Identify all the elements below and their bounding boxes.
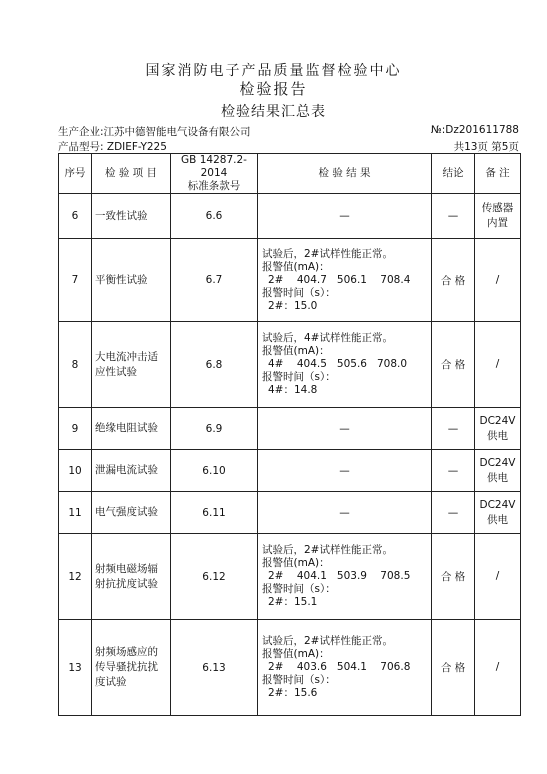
row-clause: 6.13: [171, 620, 258, 716]
header-no: 序号: [59, 154, 92, 194]
row-result: [258, 492, 432, 534]
table-row: [59, 492, 521, 534]
row-clause: 6.11: [171, 492, 258, 534]
row-number: 7: [59, 239, 92, 322]
row-conclusion: —: [432, 450, 475, 492]
result-line: 2#：15.0: [268, 299, 318, 312]
row-number: 11: [59, 492, 92, 534]
result-line: 2#：15.6: [268, 687, 318, 699]
row-item: 射频场感应的传导骚扰抗扰度试验: [92, 620, 171, 716]
table-row: [59, 408, 521, 450]
table-row: [59, 239, 521, 322]
result-line: 报警值(mA)：: [262, 557, 330, 569]
row-remark: /: [475, 534, 521, 620]
row-conclusion: —: [432, 492, 475, 534]
row-conclusion: 合 格: [432, 239, 475, 322]
result-line: 报警值(mA)：: [262, 648, 330, 660]
row-conclusion: —: [432, 408, 475, 450]
header-item: 检 验 项 目: [92, 154, 171, 194]
row-item: 一致性试验: [92, 194, 171, 239]
row-item: 射频电磁场辐射抗扰度试验: [92, 534, 171, 620]
row-result: [258, 450, 432, 492]
result-line: —: [339, 464, 350, 477]
row-item: 绝缘电阻试验: [92, 408, 171, 450]
summary-title: 检验结果汇总表: [221, 104, 326, 120]
row-item: 平衡性试验: [92, 239, 171, 322]
table-header-row: [59, 154, 521, 194]
row-number: 13: [59, 620, 92, 716]
result-line: 试验后，2#试样性能正常。: [262, 635, 393, 647]
result-line: 2#：15.1: [268, 596, 318, 608]
row-result: [258, 322, 432, 408]
row-item: 泄漏电流试验: [92, 450, 171, 492]
row-result: [258, 194, 432, 239]
result-line: 2# 403.6 504.1 706.8: [268, 661, 411, 673]
row-number: 9: [59, 408, 92, 450]
result-line: 试验后，4#试样性能正常。: [262, 332, 393, 344]
result-line: 2# 404.7 506.1 708.4: [268, 273, 411, 286]
result-line: 试验后，2#试样性能正常。: [262, 247, 393, 260]
result-line: —: [339, 210, 350, 222]
result-line: —: [339, 422, 350, 435]
row-conclusion: —: [432, 194, 475, 239]
row-number: 12: [59, 534, 92, 620]
report-number: №:Dz201611788: [430, 124, 519, 136]
row-result: [258, 239, 432, 322]
row-result: [258, 408, 432, 450]
row-number: 10: [59, 450, 92, 492]
result-line: 报警值(mA)：: [262, 345, 330, 357]
org-title: 国家消防电子产品质量监督检验中心: [145, 63, 402, 79]
header-standard-line2: 标准条款号: [187, 180, 241, 192]
row-clause: 6.9: [171, 408, 258, 450]
header-result: 检 验 结 果: [258, 154, 432, 194]
row-remark: DC24V供电: [475, 492, 521, 534]
table-row: [59, 322, 521, 408]
row-clause: 6.8: [171, 322, 258, 408]
result-line: 报警时间（s）：: [262, 371, 336, 383]
result-line: 4# 404.5 505.6 708.0: [268, 358, 408, 370]
table-row: [59, 450, 521, 492]
header-conclusion: 结论: [432, 154, 475, 194]
row-clause: 6.12: [171, 534, 258, 620]
table-row: [59, 194, 521, 239]
result-line: 4#：14.8: [268, 384, 318, 396]
manufacturer: 生产企业:江苏中德智能电气设备有限公司: [58, 126, 251, 138]
row-remark: DC24V供电: [475, 408, 521, 450]
result-line: —: [339, 506, 350, 519]
product-model: 产品型号: ZDIEF-Y225: [58, 141, 167, 153]
row-item: 电气强度试验: [92, 492, 171, 534]
result-line: 报警时间（s）：: [262, 583, 336, 595]
table-row: [59, 620, 521, 716]
row-remark: 传感器内置: [475, 194, 521, 239]
table-row: [59, 534, 521, 620]
result-line: 2# 404.1 503.9 708.5: [268, 570, 411, 582]
report-title: 检验报告: [239, 80, 308, 98]
row-clause: 6.6: [171, 194, 258, 239]
result-line: 报警值(mA)：: [262, 260, 330, 273]
row-remark: DC24V供电: [475, 450, 521, 492]
result-line: 报警时间（s）：: [262, 674, 336, 686]
row-remark: /: [475, 620, 521, 716]
row-result: [258, 620, 432, 716]
header-standard-line1: GB 14287.2-2014: [181, 154, 247, 179]
page-count: 共13页 第5页: [453, 141, 519, 153]
results-table: [58, 153, 521, 716]
row-conclusion: 合 格: [432, 322, 475, 408]
row-clause: 6.10: [171, 450, 258, 492]
row-number: 8: [59, 322, 92, 408]
header-remark: 备 注: [475, 154, 521, 194]
result-line: 试验后，2#试样性能正常。: [262, 544, 393, 556]
row-item: 大电流冲击适应性试验: [92, 322, 171, 408]
row-number: 6: [59, 194, 92, 239]
row-remark: /: [475, 239, 521, 322]
result-line: 报警时间（s）：: [262, 286, 336, 299]
header-standard: [171, 154, 258, 194]
row-result: [258, 534, 432, 620]
row-remark: /: [475, 322, 521, 408]
row-clause: 6.7: [171, 239, 258, 322]
row-conclusion: 合 格: [432, 534, 475, 620]
row-conclusion: 合 格: [432, 620, 475, 716]
